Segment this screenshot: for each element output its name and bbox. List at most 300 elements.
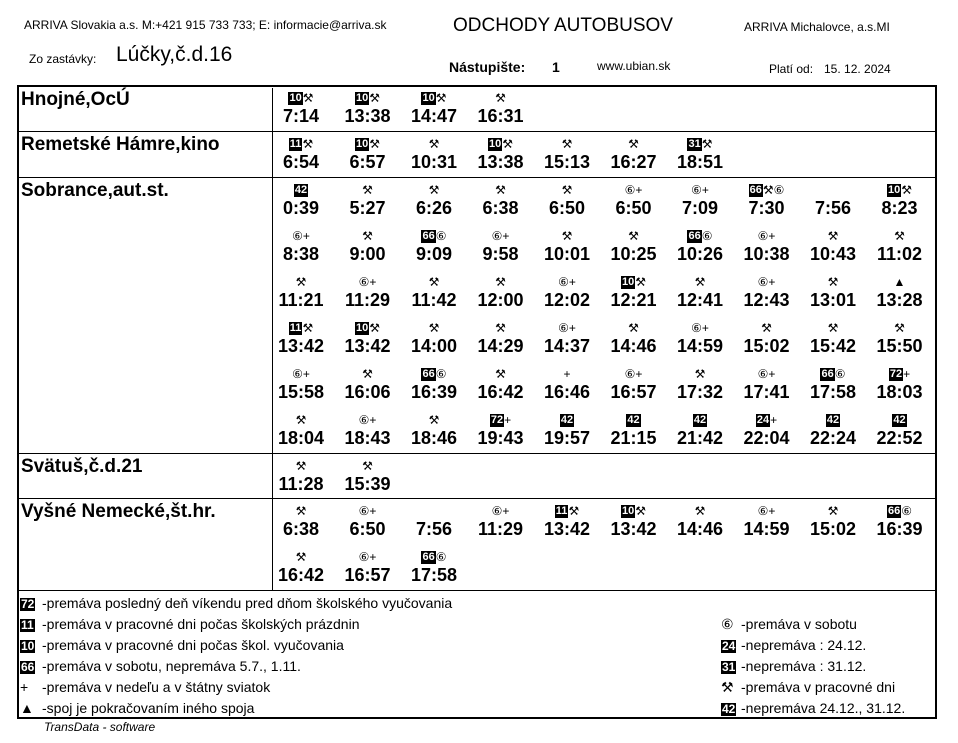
note-symbol: ⚒ xyxy=(295,459,307,473)
departure-notes xyxy=(405,90,463,106)
note-symbol: ▲ xyxy=(893,275,906,289)
note-symbol: ⑥+ xyxy=(292,367,310,381)
departure-time: 9:58 xyxy=(482,244,519,264)
departure-notes xyxy=(272,366,330,382)
departure-cell xyxy=(339,458,397,494)
departure-notes xyxy=(738,366,796,382)
departure-notes xyxy=(671,503,729,519)
departure-time: 7:30 xyxy=(748,198,785,218)
departure-time: 6:57 xyxy=(349,152,386,172)
note-symbol: ⚒ xyxy=(302,91,314,105)
note-symbol: ⑥+ xyxy=(491,229,510,243)
note-symbol: ⚒ xyxy=(827,229,839,243)
departure-time: 19:57 xyxy=(543,428,591,448)
note-symbol: ⚒ xyxy=(428,321,440,335)
note-symbol: ⑥ xyxy=(834,367,846,381)
departure-time: 6:38 xyxy=(482,198,519,218)
departure-time: 11:02 xyxy=(876,244,923,264)
departure-time: 10:26 xyxy=(676,244,724,264)
note-code-badge: 66 xyxy=(422,230,435,243)
departure-time: 12:43 xyxy=(743,290,790,310)
note-symbol: ⚒ xyxy=(362,367,373,381)
departure-notes xyxy=(871,366,929,382)
note-symbol: ⚒⑥ xyxy=(762,183,785,197)
departure-time: 18:51 xyxy=(676,152,724,172)
departure-time: 15:02 xyxy=(743,336,790,356)
legend-code: + xyxy=(20,679,29,695)
departure-notes xyxy=(405,503,463,519)
departure-time: 16:39 xyxy=(410,382,458,402)
website: www.ubian.sk xyxy=(597,59,671,73)
departure-cell xyxy=(738,228,796,264)
departure-time: 14:47 xyxy=(410,106,458,126)
departure-notes xyxy=(738,228,796,244)
departure-time: 13:42 xyxy=(344,336,391,356)
departure-cell xyxy=(405,136,463,172)
note-symbol: ⚒ xyxy=(495,321,506,335)
departure-time: 21:15 xyxy=(610,428,657,448)
note-symbol: ⑥ xyxy=(435,229,447,243)
departure-cell xyxy=(405,503,463,539)
departure-notes xyxy=(671,136,729,152)
legend-text: -premáva v nedeľu a v štátny sviatok xyxy=(42,679,271,695)
note-symbol: ⚒ xyxy=(901,183,912,197)
note-code-badge: 11 xyxy=(555,505,568,518)
note-code-badge: 42 xyxy=(693,414,707,427)
departure-cell xyxy=(538,182,596,218)
departure-cell xyxy=(339,228,397,264)
note-code-badge: 66 xyxy=(749,184,762,197)
departure-notes xyxy=(671,182,729,198)
note-symbol: ⚒ xyxy=(701,137,713,151)
departure-time: 12:02 xyxy=(543,290,591,310)
departure-cell xyxy=(538,320,596,356)
legend-text: -nepremáva 24.12., 31.12. xyxy=(741,700,906,716)
departure-time: 11:28 xyxy=(278,474,324,494)
platform-label: Nástupište: xyxy=(449,59,526,75)
departure-notes xyxy=(671,412,729,428)
destination-name: Hnojné,OcÚ xyxy=(21,89,130,110)
note-symbol: ⑥+ xyxy=(358,275,377,289)
note-symbol: ⑥+ xyxy=(757,229,776,243)
departure-time: 15:39 xyxy=(344,474,391,494)
departure-time: 7:56 xyxy=(814,198,852,218)
departure-cell xyxy=(605,412,663,448)
departure-notes xyxy=(472,412,530,428)
note-symbol: ⚒ xyxy=(694,367,706,381)
departure-cell xyxy=(871,366,929,402)
departure-cell xyxy=(472,228,530,264)
note-symbol: ⚒ xyxy=(295,504,307,518)
departure-cell xyxy=(472,320,530,356)
departure-cell xyxy=(605,182,663,218)
note-symbol: ⑥ xyxy=(901,504,912,518)
departure-time: 11:29 xyxy=(477,519,524,539)
destination-name: Sobrance,aut.st. xyxy=(21,180,169,201)
departure-time: 19:43 xyxy=(477,428,524,448)
departure-cell xyxy=(804,412,862,448)
departure-notes xyxy=(339,412,397,428)
departure-cell xyxy=(272,412,330,448)
departure-time: 15:02 xyxy=(809,519,857,539)
row-divider xyxy=(17,498,937,499)
departure-time: 18:46 xyxy=(410,428,458,448)
note-symbol: ⚒ xyxy=(295,413,307,427)
note-code-badge: 11 xyxy=(289,138,302,151)
note-code-badge: 10 xyxy=(621,505,635,518)
note-code-badge: 10 xyxy=(488,138,502,151)
departure-notes xyxy=(272,274,330,290)
note-symbol: ⚒ xyxy=(502,137,513,151)
departure-time: 10:25 xyxy=(610,244,657,264)
legend-text: -premáva v sobotu, nepremáva 5.7., 1.11. xyxy=(42,658,301,674)
departure-cell xyxy=(871,412,929,448)
departure-notes xyxy=(871,182,929,198)
departure-cell xyxy=(804,228,862,264)
departure-notes xyxy=(472,136,530,152)
note-symbol: ⚒ xyxy=(694,275,706,289)
departure-cell xyxy=(871,320,929,356)
departure-cell xyxy=(339,366,397,402)
note-symbol: ⚒ xyxy=(369,321,380,335)
departure-notes xyxy=(272,549,330,565)
departure-cell xyxy=(272,458,330,494)
note-symbol: ⚒ xyxy=(628,321,639,335)
note-symbol: ⚒ xyxy=(635,275,646,289)
legend-text: -premáva v pracovné dni počas škol. vyučovania xyxy=(42,637,344,653)
departure-time: 16:46 xyxy=(543,382,591,402)
departure-time: 14:59 xyxy=(676,336,724,356)
valid-label: Platí od: xyxy=(769,62,814,76)
departure-notes xyxy=(339,136,397,152)
departure-notes xyxy=(605,136,663,152)
note-symbol: ⚒ xyxy=(561,183,573,197)
departure-time: 22:04 xyxy=(743,428,790,448)
note-symbol: + xyxy=(770,413,778,427)
note-symbol: ⚒ xyxy=(435,91,447,105)
departure-time: 9:09 xyxy=(415,244,453,264)
note-code-badge: 24 xyxy=(756,414,770,427)
departure-notes xyxy=(538,228,596,244)
departure-cell xyxy=(871,503,929,539)
departure-cell xyxy=(871,274,929,310)
departure-notes xyxy=(871,228,929,244)
departure-cell xyxy=(472,90,530,126)
departure-cell xyxy=(339,412,397,448)
note-symbol: ⚒ xyxy=(827,275,839,289)
note-code-badge: 42 xyxy=(826,414,840,427)
departure-cell xyxy=(605,136,663,172)
note-symbol: ⑥+ xyxy=(491,504,510,518)
departure-cell xyxy=(605,366,663,402)
note-symbol: ⑥+ xyxy=(358,550,377,564)
departure-time: 21:42 xyxy=(676,428,724,448)
departure-notes xyxy=(538,136,596,152)
legend-code: 11 xyxy=(21,617,34,632)
legend-text: -premáva v pracovné dni xyxy=(741,679,896,695)
departure-cell xyxy=(272,90,330,126)
departure-time: 22:24 xyxy=(809,428,857,448)
departure-notes xyxy=(472,228,530,244)
departure-time: 17:41 xyxy=(743,382,790,402)
departure-time: 16:27 xyxy=(610,152,657,172)
departure-notes xyxy=(538,366,596,382)
legend-code: 31 xyxy=(722,659,736,674)
stop-label: Zo zastávky: xyxy=(29,52,97,66)
departure-time: 7:14 xyxy=(282,106,320,126)
stop-name: Lúčky,č.d.16 xyxy=(116,43,233,66)
departure-time: 14:46 xyxy=(676,519,724,539)
note-symbol: ⚒ xyxy=(495,367,506,381)
departure-notes xyxy=(405,136,463,152)
departure-time: 17:32 xyxy=(676,382,724,402)
departure-cell xyxy=(272,503,330,539)
departure-cell xyxy=(272,320,330,356)
departure-notes xyxy=(272,182,330,198)
departure-cell xyxy=(405,228,463,264)
legend-text: -premáva posledný deň víkendu pred dňom školského vyučovania xyxy=(42,595,453,611)
departure-notes xyxy=(472,366,530,382)
note-symbol: ⑥+ xyxy=(757,504,776,518)
departure-cell xyxy=(339,320,397,356)
row-divider xyxy=(17,131,937,132)
departure-time: 15:13 xyxy=(543,152,591,172)
legend-code: ⑥ xyxy=(721,616,734,632)
departure-notes xyxy=(738,503,796,519)
departure-notes xyxy=(538,274,596,290)
note-symbol: ⑥ xyxy=(435,367,447,381)
note-symbol: ⚒ xyxy=(628,137,639,151)
departure-cell xyxy=(472,182,530,218)
note-symbol: ⚒ xyxy=(894,229,905,243)
note-code-badge: 10 xyxy=(621,276,635,289)
departure-cell xyxy=(272,182,330,218)
departure-time: 13:01 xyxy=(809,290,857,310)
departure-time: 12:41 xyxy=(676,290,724,310)
departure-notes xyxy=(272,90,330,106)
departure-cell xyxy=(871,182,929,218)
departure-cell xyxy=(472,274,530,310)
departure-time: 13:38 xyxy=(344,106,391,126)
departure-cell xyxy=(272,136,330,172)
note-symbol: + xyxy=(504,413,512,427)
departure-notes xyxy=(671,228,729,244)
departure-notes xyxy=(738,274,796,290)
departure-notes xyxy=(804,274,862,290)
note-code-badge: 31 xyxy=(688,138,701,151)
note-code-badge: 66 xyxy=(422,551,435,564)
departure-notes xyxy=(472,503,530,519)
departure-cell xyxy=(804,274,862,310)
departure-cell xyxy=(738,412,796,448)
departure-cell xyxy=(605,274,663,310)
departure-cell xyxy=(804,503,862,539)
note-symbol: ⚒ xyxy=(428,183,440,197)
departure-notes xyxy=(405,320,463,336)
legend-code: ▲ xyxy=(20,700,34,716)
note-symbol: ⚒ xyxy=(761,321,772,335)
note-symbol: ⑥+ xyxy=(691,321,709,335)
departure-time: 16:06 xyxy=(344,382,391,402)
departure-notes xyxy=(804,412,862,428)
departure-cell xyxy=(671,320,729,356)
departure-notes xyxy=(339,320,397,336)
note-code-badge: 10 xyxy=(887,184,901,197)
departure-notes xyxy=(671,320,729,336)
departure-time: 6:26 xyxy=(415,198,453,218)
departure-notes xyxy=(272,503,330,519)
departure-time: 6:50 xyxy=(349,519,386,539)
departure-notes xyxy=(804,320,862,336)
departure-time: 7:56 xyxy=(415,519,453,539)
departure-cell xyxy=(405,274,463,310)
departure-time: 11:29 xyxy=(344,290,391,310)
departure-time: 6:50 xyxy=(548,198,586,218)
legend-code: 72 xyxy=(21,596,35,611)
departure-cell xyxy=(272,366,330,402)
note-symbol: ⚒ xyxy=(894,321,905,335)
legend-code: 42 xyxy=(722,701,736,716)
note-code-badge: 11 xyxy=(289,322,302,335)
departure-notes xyxy=(272,228,330,244)
departure-cell xyxy=(339,136,397,172)
note-symbol: ⚒ xyxy=(302,321,314,335)
departure-time: 10:38 xyxy=(743,244,790,264)
note-symbol: ⚒ xyxy=(428,413,440,427)
legend-code: 24 xyxy=(722,638,736,653)
departure-notes xyxy=(339,274,397,290)
destination-name: Vyšné Nemecké,št.hr. xyxy=(21,501,216,522)
software-credit: TransData - software xyxy=(44,720,156,734)
departure-time: 12:00 xyxy=(477,290,524,310)
departure-notes xyxy=(339,503,397,519)
departure-cell xyxy=(405,549,463,585)
note-symbol: ⚒ xyxy=(495,91,506,105)
departure-cell xyxy=(804,366,862,402)
departure-time: 16:57 xyxy=(344,565,391,585)
departure-time: 10:43 xyxy=(809,244,857,264)
note-code-badge: 66 xyxy=(887,505,901,518)
departure-cell xyxy=(738,182,796,218)
departure-cell xyxy=(339,549,397,585)
note-symbol: ⚒ xyxy=(295,275,307,289)
departure-notes xyxy=(339,90,397,106)
departure-notes xyxy=(405,228,463,244)
departure-notes xyxy=(405,549,463,565)
note-symbol: ⑥+ xyxy=(624,367,643,381)
note-symbol: ⚒ xyxy=(628,229,639,243)
departure-time: 13:28 xyxy=(876,290,923,310)
departure-cell xyxy=(472,503,530,539)
departure-time: 16:31 xyxy=(477,106,524,126)
note-symbol: ⚒ xyxy=(362,229,373,243)
departure-cell xyxy=(671,366,729,402)
note-symbol: ⑥+ xyxy=(358,504,377,518)
departure-notes xyxy=(339,458,397,474)
departure-notes xyxy=(472,182,530,198)
departure-cell xyxy=(339,503,397,539)
departure-notes xyxy=(405,274,463,290)
departure-notes xyxy=(804,182,862,198)
legend-code: 66 xyxy=(21,659,35,674)
note-symbol: ⚒ xyxy=(827,321,839,335)
departure-time: 12:21 xyxy=(610,290,657,310)
departure-notes xyxy=(538,320,596,336)
note-symbol: ⑥+ xyxy=(292,229,310,243)
platform-value: 1 xyxy=(552,59,560,75)
departure-notes xyxy=(605,228,663,244)
departure-notes xyxy=(538,182,596,198)
departure-cell xyxy=(671,182,729,218)
destination-name: Svätuš,č.d.21 xyxy=(21,456,143,477)
departure-time: 16:42 xyxy=(477,382,524,402)
departure-notes xyxy=(339,228,397,244)
departure-notes xyxy=(871,412,929,428)
departure-time: 16:39 xyxy=(876,519,923,539)
row-divider xyxy=(17,453,937,454)
note-code-badge: 42 xyxy=(627,414,640,427)
departure-time: 16:57 xyxy=(610,382,657,402)
note-symbol: ⚒ xyxy=(295,550,307,564)
departure-time: 10:01 xyxy=(543,244,591,264)
departure-cell xyxy=(472,412,530,448)
departure-notes xyxy=(871,503,929,519)
row-divider xyxy=(17,590,937,591)
departure-cell xyxy=(671,274,729,310)
note-symbol: ⑥+ xyxy=(691,183,709,197)
departure-time: 16:42 xyxy=(277,565,325,585)
departure-notes xyxy=(605,182,663,198)
note-symbol: ⚒ xyxy=(428,137,440,151)
departure-notes xyxy=(671,274,729,290)
note-symbol: ⚒ xyxy=(362,183,373,197)
departure-cell xyxy=(671,136,729,172)
departure-time: 7:09 xyxy=(681,198,719,218)
departure-notes xyxy=(605,366,663,382)
note-symbol: ⑥ xyxy=(435,550,447,564)
departure-notes xyxy=(605,320,663,336)
departure-time: 14:29 xyxy=(477,336,524,356)
departure-notes xyxy=(738,182,796,198)
departure-time: 15:42 xyxy=(809,336,857,356)
legend-text: -premáva v pracovné dni počas školských prázdnin xyxy=(42,616,360,632)
departure-cell xyxy=(405,412,463,448)
note-code-badge: 66 xyxy=(688,230,701,243)
departure-time: 0:39 xyxy=(282,198,320,218)
page-title: ODCHODY AUTOBUSOV xyxy=(453,15,673,36)
departure-cell xyxy=(738,320,796,356)
departure-time: 8:38 xyxy=(282,244,320,264)
note-code-badge: 10 xyxy=(355,92,369,105)
departure-cell xyxy=(671,412,729,448)
departure-notes xyxy=(538,412,596,428)
departure-time: 14:00 xyxy=(410,336,458,356)
departure-notes xyxy=(804,366,862,382)
note-symbol: + xyxy=(563,367,571,381)
departure-time: 5:27 xyxy=(349,198,386,218)
note-symbol: ⚒ xyxy=(362,459,373,473)
legend-text: -nepremáva : 31.12. xyxy=(741,658,867,674)
departure-notes xyxy=(738,412,796,428)
departure-time: 14:46 xyxy=(610,336,657,356)
departure-time: 10:31 xyxy=(410,152,458,172)
legend-code: ⚒ xyxy=(721,679,734,695)
departure-cell xyxy=(605,503,663,539)
departure-notes xyxy=(272,458,330,474)
note-code-badge: 66 xyxy=(422,368,435,381)
departure-notes xyxy=(871,320,929,336)
departure-cell xyxy=(339,90,397,126)
